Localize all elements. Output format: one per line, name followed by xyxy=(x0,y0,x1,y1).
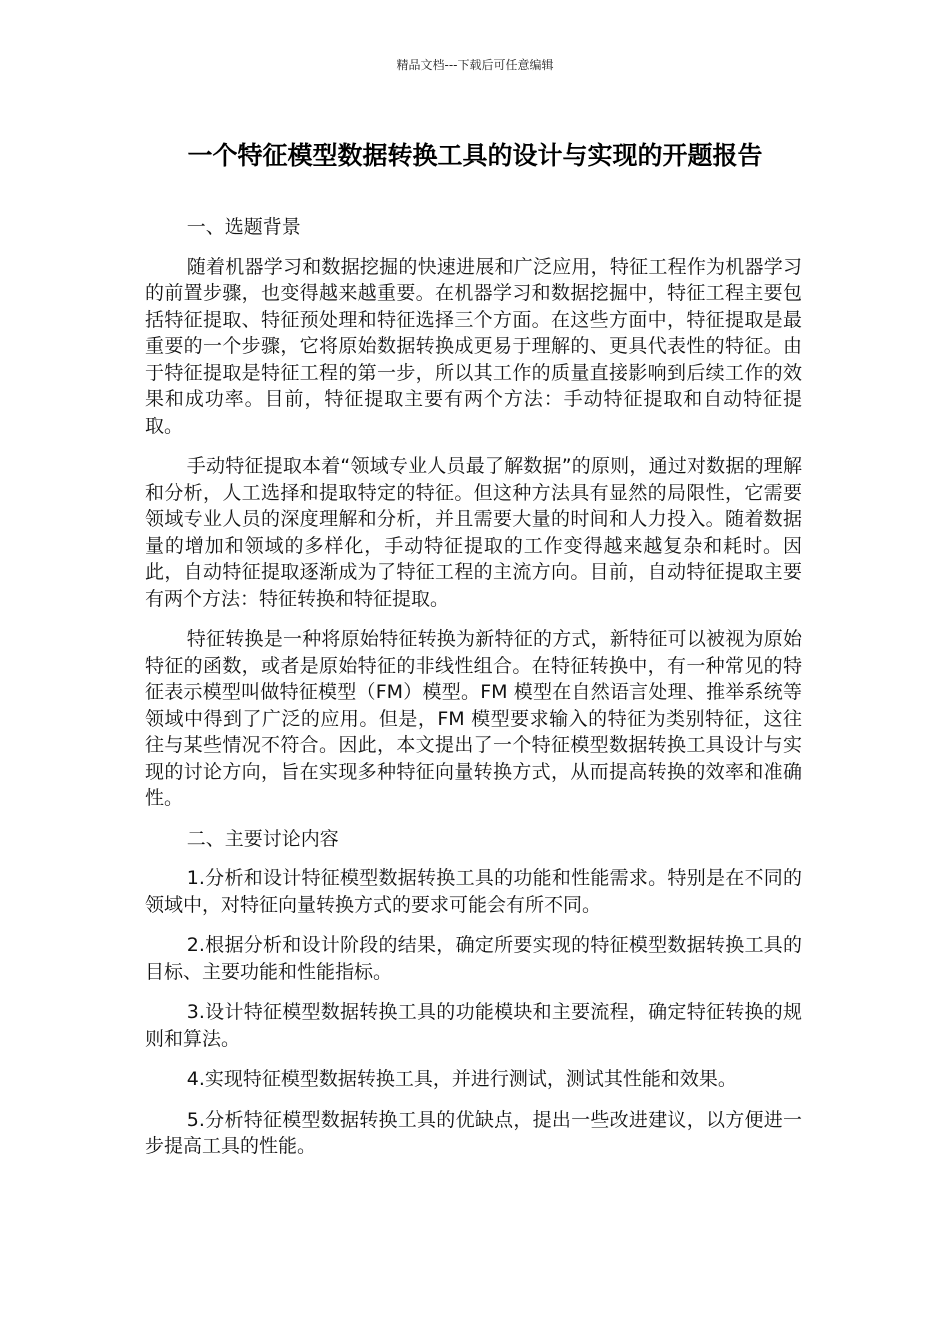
section-heading-main-content: 二、主要讨论内容 xyxy=(186,827,339,850)
paragraph: 手动特征提取本着“领域专业人员最了解数据”的原则，通过对数据的理解和分析，人工选择和提取特定的特征。但这种方法具有显然的局限性，它需要领域专业人员的深度理解和分析，并且需要大量的时间和人力投入。随着数据量的增加和领域的多样化，手动特征提取的工作变得越来越复杂和耗时。因此，自动特征提取逐渐成为了特征工程的主流方向。目前，自动特征提取主要有两个方法：特征转换和特征提取。 xyxy=(145,455,802,610)
section-heading-background: 一、选题背景 xyxy=(186,216,301,238)
list-item: 5.分析特征模型数据转换工具的优缺点，提出一些改进建议，以方便进一步提高工具的性能。 xyxy=(145,1108,802,1157)
document-body xyxy=(145,210,802,1174)
list-item: 2.根据分析和设计阶段的结果，确定所要实现的特征模型数据转换工具的目标、主要功能和性能指标。 xyxy=(145,934,802,983)
paragraph: 特征转换是一种将原始特征转换为新特征的方式，新特征可以被视为原始特征的函数，或者是原始特征的非线性组合。在特征转换中，有一种常见的特征表示模型叫做特征模型（FM）模型。FM 模型在自然语言处理、推举系统等领域中得到了广泛的应用。但是，FM 模型要求输入的特征为类别特征，这往往与某些情况不符合。因此，本文提出了一个特征模型数据转换工具设计与实现的讨论方向，旨在实现多种特征向量转换方式，从而提高转换的效率和准确性。 xyxy=(145,628,802,809)
page-header-watermark: 精品文档---下载后可任意编辑 xyxy=(396,58,554,72)
paragraph: 随着机器学习和数据挖掘的快速进展和广泛应用，特征工程作为机器学习的前置步骤，也变得越来越重要。在机器学习和数据挖掘中，特征工程主要包括特征提取、特征预处理和特征选择三个方面。在这些方面中，特征提取是最重要的一个步骤，它将原始数据转换成更易于理解的、更具代表性的特征。由于特征提取是特征工程的第一步，所以其工作的质量直接影响到后续工作的效果和成功率。目前，特征提取主要有两个方法：手动特征提取和自动特征提取。 xyxy=(145,255,802,437)
list-item: 3.设计特征模型数据转换工具的功能模块和主要流程，确定特征转换的规则和算法。 xyxy=(145,1001,802,1050)
list-item: 1.分析和设计特征模型数据转换工具的功能和性能需求。特别是在不同的领域中，对特征向量转换方式的要求可能会有所不同。 xyxy=(145,867,802,916)
list-item: 4.实现特征模型数据转换工具，并进行测试，测试其性能和效果。 xyxy=(186,1068,737,1090)
document-title: 一个特征模型数据转换工具的设计与实现的开题报告 xyxy=(187,141,763,170)
